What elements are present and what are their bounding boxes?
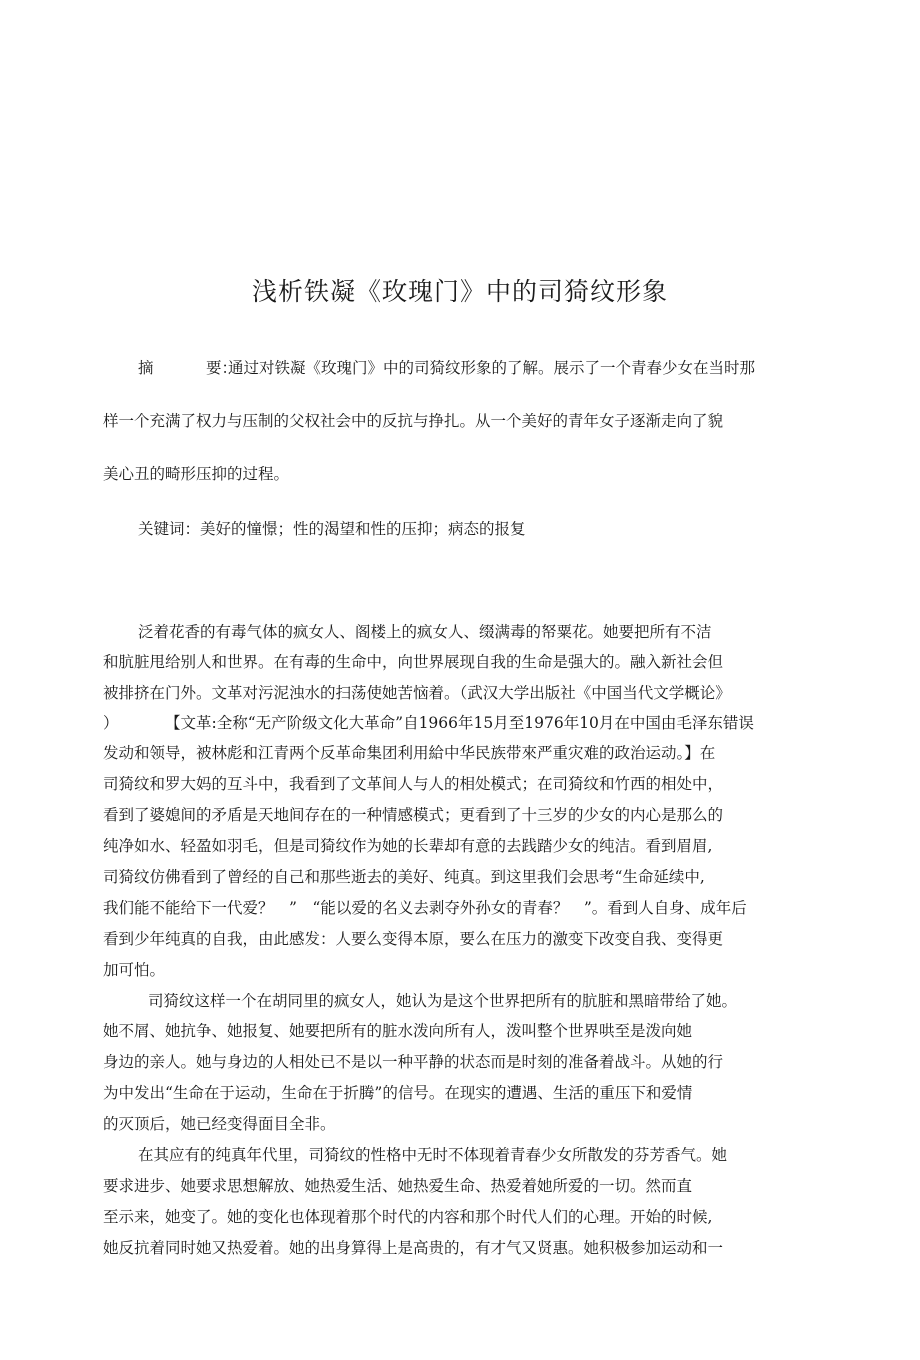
body-line: 纯净如水、轻盈如羽毛，但是司猗纹作为她的长辈却有意的去践踏少女的纯洁。看到眉眉, — [103, 837, 713, 855]
keywords-line: 关键词：美好的憧憬；性的渴望和性的压抑；病态的报复 — [138, 520, 526, 538]
body-line: 被排挤在门外。文革对污泥浊水的扫荡使她苦恼着。（武汉大学出版社《中国当代文学概论》 — [103, 684, 731, 702]
body-line: 身边的亲人。她与身边的人相处已不是以一种平静的状态而是时刻的准备着战斗。从她的行 — [103, 1053, 724, 1071]
body-line: 发动和领导，被林彪和江青两个反革命集团利用給中华民族带來严重灾难的政治运动。】在 — [103, 744, 716, 762]
abstract-text-line1: 通过对铁凝《玫瑰门》中的司猗纹形象的了解。展示了一个青春少女在当时那 — [228, 359, 756, 377]
body-line: 要求进步、她要求思想解放、她热爱生活、她热爱生命、热爱着她所爱的一切。然而直 — [103, 1177, 693, 1195]
body-line: 为中发出“生命在于运动，生命在于折腾”的信号。在现实的遭遇、生活的重压下和爱情 — [103, 1084, 693, 1102]
abstract-label-char2: 要： — [206, 359, 238, 377]
body-line: 加可怕。 — [103, 961, 166, 979]
abstract-line-1 — [138, 358, 755, 378]
abstract-line-3: 美心丑的畸形压抑的过程。 — [103, 465, 290, 483]
body-line: ） 【文革:全称“无产阶级文化大革命”自1966年15月至1976年10月在中国由毛泽东错误 — [103, 714, 754, 732]
body-line: 看到了婆媳间的矛盾是天地间存在的一种情感模式；更看到了十三岁的少女的内心是那么的 — [103, 806, 724, 824]
body-line: 看到少年纯真的自我，由此感发：人要么变得本原，要么在压力的激变下改变自我、变得更 — [103, 930, 724, 948]
body-line: 的灭顶后，她已经变得面目全非。 — [103, 1115, 336, 1133]
body-line: 我们能不能给下一代爱？ ” “能以爱的名义去剥夺外孙女的青春？ ”。看到人自身、成年后 — [103, 899, 747, 917]
body-line: 和肮脏甩给别人和世界。在有毒的生命中，向世界展现自我的生命是强大的。融入新社会但 — [103, 653, 724, 671]
body-line: 司猗纹仿佛看到了曾经的自己和那些逝去的美好、纯真。到这里我们会思考“生命延续中, — [103, 868, 705, 886]
abstract-line-2: 样一个充满了权力与压制的父权社会中的反抗与挣扎。从一个美好的青年女子逐渐走向了貌 — [103, 412, 724, 430]
body-line: 她不屑、她抗争、她报复、她要把所有的脏水泼向所有人，泼叫整个世界哄至是泼向她 — [103, 1022, 693, 1040]
body-line: 泛着花香的有毒气体的疯女人、阁楼上的疯女人、缀满毒的帑粟花。她要把所有不洁 — [138, 623, 712, 641]
body-line: 她反抗着同时她又热爱着。她的出身算得上是高贵的，有才气又贤惠。她积极参加运动和一 — [103, 1239, 724, 1257]
body-line: 司猗纹这样一个在胡同里的疯女人，她认为是这个世界把所有的肮脏和黑暗带给了她。 — [148, 992, 738, 1010]
abstract-label-char1: 摘 — [138, 359, 154, 377]
body-line: 司猗纹和罗大妈的互斗中，我看到了文革间人与人的相处模式；在司猗纹和竹西的相处中， — [103, 775, 724, 793]
abstract-label — [138, 358, 238, 378]
body-line: 在其应有的纯真年代里，司猗纹的性格中无时不体现着青春少女所散发的芬芳香气。她 — [138, 1146, 728, 1164]
body-line: 至示来，她变了。她的变化也体现着那个时代的内容和那个时代人们的心理。开始的时候, — [103, 1208, 713, 1226]
page-title: 浅析铁凝《玫瑰门》中的司猗纹形象 — [251, 277, 668, 306]
